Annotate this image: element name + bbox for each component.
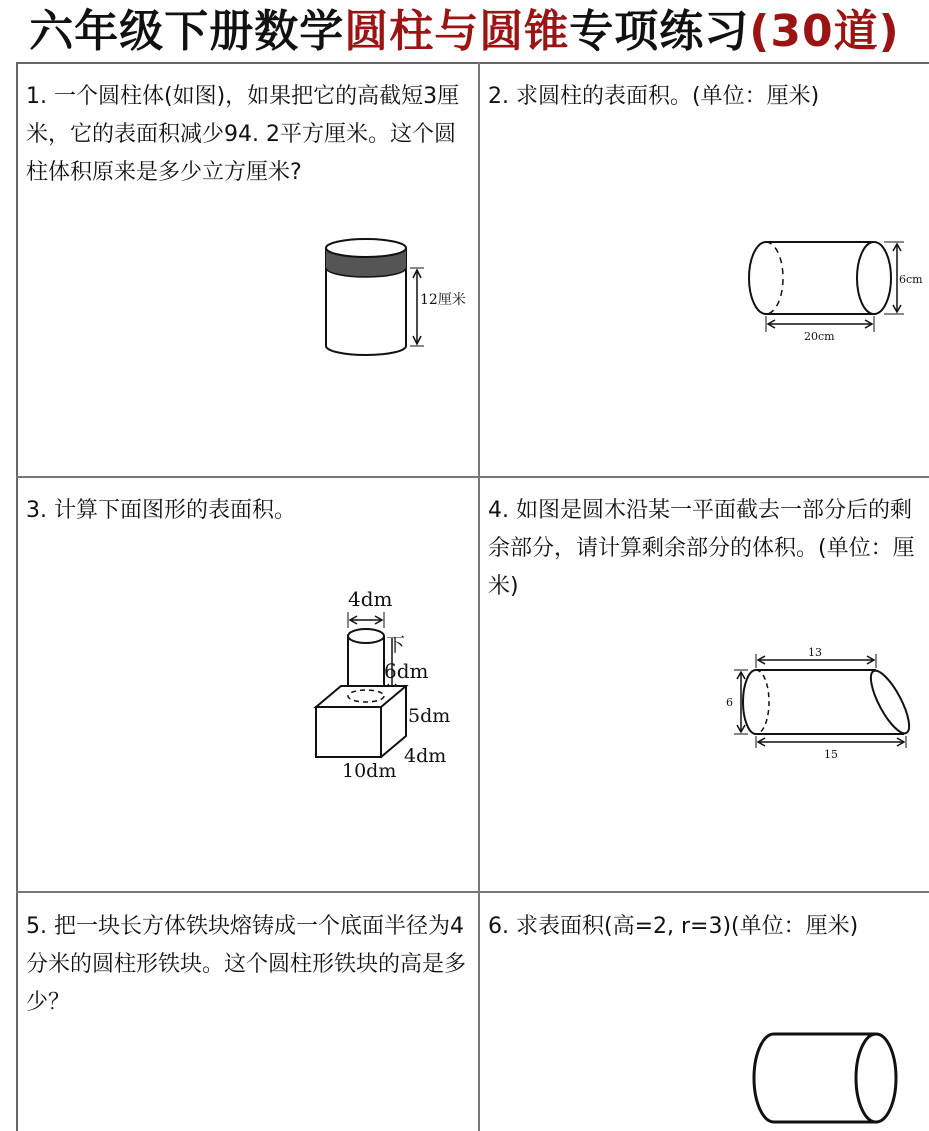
question-1-height-label: 12厘米 — [420, 292, 466, 308]
question-2 — [488, 78, 924, 116]
question-3-down-label: 下 — [386, 634, 406, 656]
question-3-box-depth-label: 4dm — [404, 745, 447, 767]
question-3-composite-figure — [306, 584, 466, 789]
question-3-box-height-label: 5dm — [408, 705, 451, 727]
grid-divider-vertical — [478, 62, 480, 1131]
grid-divider-row-1 — [16, 476, 929, 478]
question-3-box-length-label: 10dm — [342, 760, 397, 782]
question-2-text: 2. 求圆柱的表面积。(单位：厘米) — [488, 84, 820, 109]
question-6 — [488, 908, 924, 946]
question-4-text: 4. 如图是圆木沿某一平面截去一部分后的剩余部分，请计算剩余部分的体积。(单位：厘米) — [488, 498, 915, 599]
question-4-bottom-length-label: 15 — [824, 748, 838, 761]
question-4-truncated-cylinder-figure — [720, 640, 920, 770]
question-4-top-length-label: 13 — [808, 646, 822, 659]
question-1 — [26, 78, 474, 192]
question-6-text: 6. 求表面积(高=2, r=3)(单位：厘米) — [488, 914, 859, 939]
question-5-text: 5. 把一块长方体铁块熔铸成一个底面半径为4分米的圆柱形铁块。这个圆柱形铁块的高是多少？ — [26, 914, 467, 1015]
page-title — [0, 0, 929, 62]
question-5 — [26, 908, 474, 1022]
question-6-cylinder-figure — [746, 1026, 916, 1131]
question-1-text: 1. 一个圆柱体(如图)，如果把它的高截短3厘米，它的表面积减少94. 2平方厘米。这个圆柱体积原来是多少立方厘米? — [26, 84, 460, 185]
question-3 — [26, 492, 474, 530]
question-2-diameter-label: 6cm — [899, 273, 923, 286]
question-2-cylinder-figure — [744, 236, 924, 346]
question-3-cylinder-height-label: 6dm — [384, 659, 429, 683]
question-2-length-label: 20cm — [804, 330, 835, 343]
question-1-cylinder-figure — [318, 228, 488, 358]
title-part-3: 专项练习 — [569, 6, 750, 57]
question-4-diameter-label: 6 — [726, 696, 733, 709]
title-part-4: (30道) — [749, 6, 900, 57]
title-part-1: 六年级下册数学 — [29, 6, 345, 57]
title-part-2: 圆柱与圆锥 — [344, 6, 570, 57]
grid-divider-row-2 — [16, 891, 929, 893]
question-3-diameter-label: 4dm — [348, 587, 393, 611]
question-3-text: 3. 计算下面图形的表面积。 — [26, 498, 296, 523]
question-4 — [488, 492, 924, 606]
